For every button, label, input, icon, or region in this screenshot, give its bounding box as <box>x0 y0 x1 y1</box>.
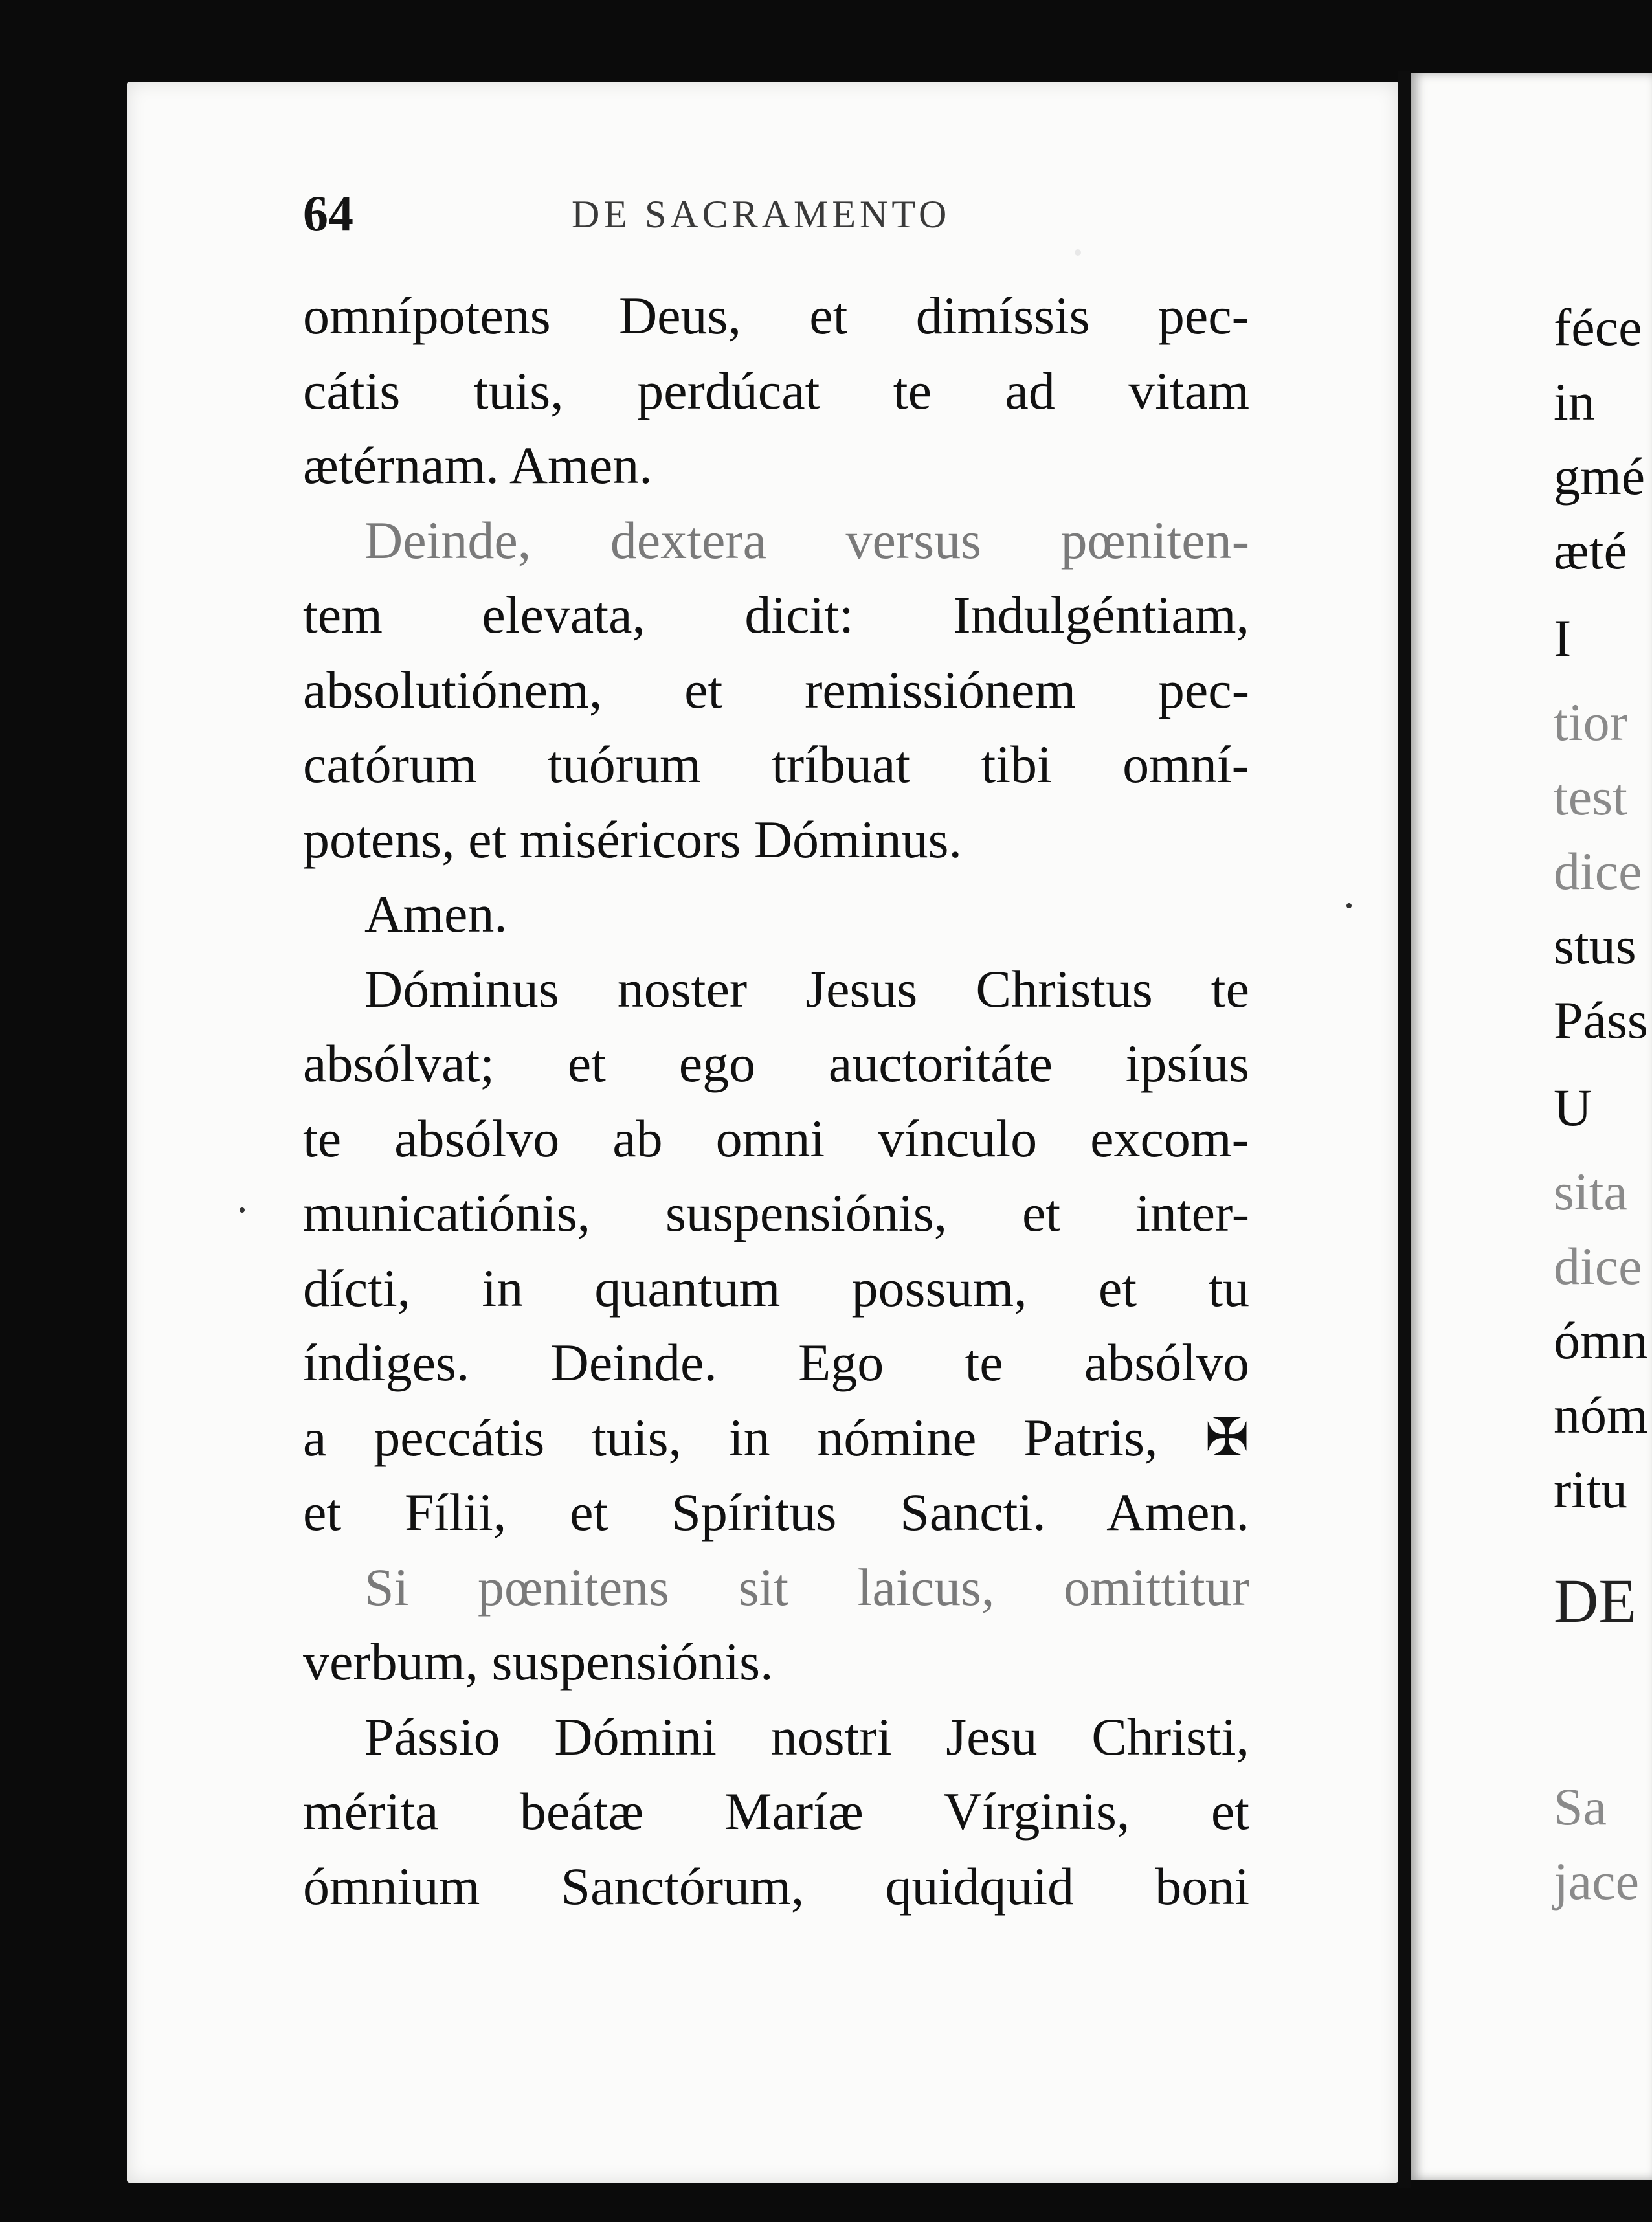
right-page-fragment: DE <box>1554 1566 1636 1635</box>
text-line: Dóminus noster Jesus Christus te <box>364 959 1249 1018</box>
text-line: tem elevata, dicit: Indulgéntiam, <box>303 585 1249 644</box>
page-number: 64 <box>303 185 353 241</box>
text-line: Deinde, dextera versus pœniten- <box>364 510 1249 570</box>
running-title: DE SACRAMENTO <box>572 193 951 236</box>
right-page-fragment: U <box>1554 1078 1592 1137</box>
right-page-fragment: ómn <box>1554 1311 1648 1370</box>
right-page-fragment: dice <box>1554 1237 1642 1296</box>
text-line: a peccátis tuis, in nómine Patris, ✠ <box>303 1408 1249 1467</box>
right-page-fragment: féce <box>1554 298 1642 357</box>
text-line: índiges. Deinde. Ego te absólvo <box>303 1333 1249 1392</box>
text-line: et Fílii, et Spíritus Sancti. Amen. <box>303 1483 1249 1542</box>
right-page-fragment: in <box>1554 372 1595 431</box>
text-line: verbum, suspensiónis. <box>303 1632 774 1691</box>
text-line: Pássio Dómini nostri Jesu Christi, <box>364 1707 1249 1766</box>
text-line: ómnium Sanctórum, quidquid boni <box>303 1856 1249 1916</box>
right-page-fragment: dice <box>1554 842 1642 901</box>
ink-speck <box>240 1207 245 1213</box>
right-page-fragment: Sa <box>1554 1777 1607 1836</box>
text-line: municatiónis, suspensiónis, et inter- <box>303 1184 1249 1242</box>
text-line: potens, et miséricors Dóminus. <box>303 809 963 869</box>
right-page-fragment: gmé <box>1554 447 1646 506</box>
text-line: omnípotens Deus, et dimíssis pec- <box>303 286 1249 345</box>
right-page-fragment: Páss <box>1554 991 1648 1049</box>
text-line: absólvat; et ego auctoritáte ipsíus <box>303 1034 1249 1093</box>
text-line: ætérnam. Amen. <box>303 436 653 495</box>
right-page-fragment: stus <box>1554 916 1636 975</box>
text-line: mérita beátæ Maríæ Vírginis, et <box>303 1782 1249 1841</box>
text-line: cátis tuis, perdúcat te ad vitam <box>303 361 1249 420</box>
text-line: Si pœnitens sit laicus, omittitur <box>364 1557 1249 1617</box>
right-page-fragment: test <box>1554 767 1627 826</box>
text-line: te absólvo ab omni vínculo excom- <box>303 1108 1249 1168</box>
right-page-fragment: ritu <box>1554 1460 1627 1519</box>
text-line: dícti, in quantum possum, et tu <box>303 1258 1249 1318</box>
ink-speck <box>1346 903 1352 908</box>
right-page-fragment: æté <box>1554 521 1627 580</box>
text-line: Amen. <box>364 884 508 943</box>
right-page-fragment: tior <box>1554 693 1627 752</box>
running-head <box>303 185 1248 256</box>
text-line: absolutiónem, et remissiónem pec- <box>303 660 1249 719</box>
body-text <box>303 278 1249 1924</box>
right-page-fragment: jace <box>1554 1852 1639 1911</box>
book-gutter <box>1398 71 1411 2188</box>
right-page-fragment: nóm <box>1554 1386 1648 1444</box>
text-line: catórum tuórum tríbuat tibi omní- <box>303 735 1249 794</box>
right-page-fragment: sita <box>1554 1162 1627 1221</box>
right-page-fragment: I <box>1554 609 1572 668</box>
